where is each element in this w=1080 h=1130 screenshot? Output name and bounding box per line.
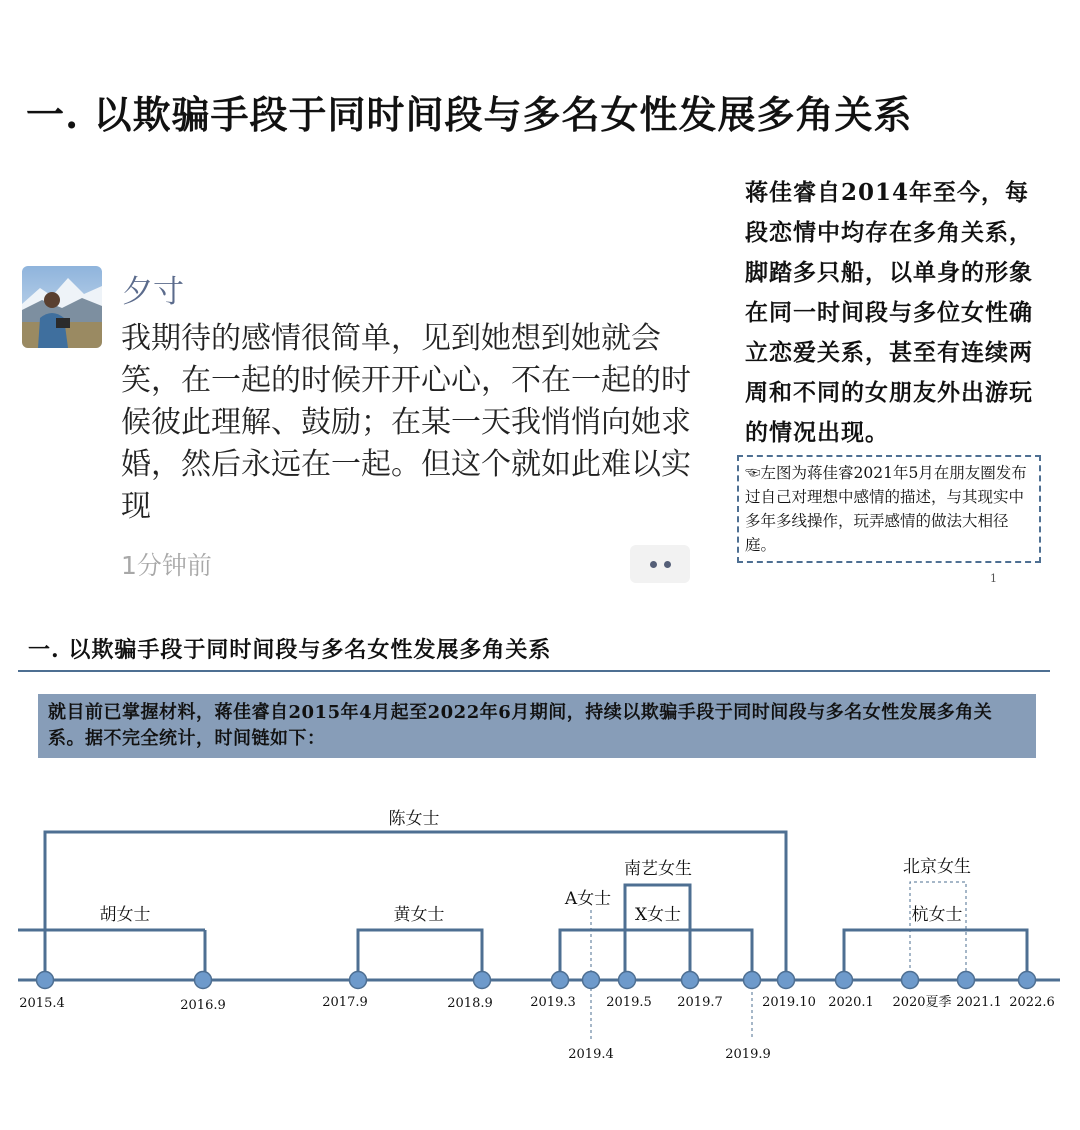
timeline-date-label: 2020夏季 (892, 995, 952, 1010)
timeline-node (37, 972, 54, 989)
page-number: 1 (990, 572, 997, 585)
timeline-node (350, 972, 367, 989)
timeline-date-label: 2015.4 (19, 996, 65, 1011)
timeline-date-label: 2019.5 (606, 995, 652, 1010)
label-huang: 黄女士 (393, 905, 445, 925)
timeline-node (552, 972, 569, 989)
timeline-node (744, 972, 761, 989)
timeline-node (902, 972, 919, 989)
timeline-date-label: 2019.3 (530, 995, 576, 1010)
timeline-date-label: 2020.1 (828, 995, 874, 1010)
dot-icon (650, 561, 657, 568)
timeline-node (778, 972, 795, 989)
moment-author-name[interactable]: 夕寸 (122, 274, 184, 310)
section-title: 一. 以欺骗手段于同时间段与多名女性发展多角关系 (28, 637, 552, 663)
moment-timestamp: 1分钟前 (121, 551, 212, 580)
bracket-huang (358, 930, 482, 980)
timeline-date-label: 2019.7 (677, 995, 723, 1010)
bracket-nanyi (625, 885, 690, 980)
timeline-node (619, 972, 636, 989)
timeline-date-label: 2022.6 (1009, 995, 1055, 1010)
label-nanyi: 南艺女生 (624, 859, 692, 879)
label-x: X女士 (634, 905, 682, 925)
page-title: 一. 以欺骗手段于同时间段与多名女性发展多角关系 (26, 92, 913, 137)
timeline-node (682, 972, 699, 989)
note-box: ☜左图为蒋佳睿2021年5月在朋友圈发布过自己对理想中感情的描述，与其现实中多年多线操作，玩弄感情的做法大相径庭。 (737, 455, 1041, 563)
timeline-node (583, 972, 600, 989)
timeline-date-label: 2017.9 (322, 995, 368, 1010)
label-a: A女士 (564, 889, 612, 909)
timeline-date-label: 2018.9 (447, 996, 493, 1011)
label-chen: 陈女士 (388, 809, 440, 829)
label-hang: 杭女士 (911, 905, 963, 925)
timeline-date-label: 2021.1 (956, 995, 1002, 1010)
more-dots-button[interactable] (630, 545, 690, 583)
bracket-hang (844, 930, 1027, 980)
intro-box: 就目前已掌握材料，蒋佳睿自2015年4月起至2022年6月期间，持续以欺骗手段于同时间段与多名女性发展多角关系。据不完全统计，时间链如下： (38, 694, 1036, 758)
timeline-node (195, 972, 212, 989)
timeline-node (474, 972, 491, 989)
timeline-date-label: 2019.4 (568, 1047, 614, 1062)
avatar[interactable] (22, 266, 102, 348)
summary-text: 蒋佳睿自2014年至今，每段恋情中均存在多角关系，脚踏多只船，以单身的形象在同一时间段与多位女性确立恋爱关系，甚至有连续两周和不同的女朋友外出游玩的情况出现。 (745, 179, 1033, 446)
label-hu: 胡女士 (99, 905, 151, 925)
timeline-date-label: 2016.9 (180, 998, 226, 1013)
timeline-node (836, 972, 853, 989)
dot-icon (664, 561, 671, 568)
section-divider (18, 670, 1050, 672)
timeline-node (1019, 972, 1036, 989)
avatar-photo-icon (22, 266, 102, 348)
timeline-node (958, 972, 975, 989)
timeline-date-label: 2019.10 (762, 995, 816, 1010)
timeline-date-label: 2019.9 (725, 1047, 771, 1062)
relationship-timeline (0, 790, 1080, 1080)
moment-text: 我期待的感情很简单，见到她想到她就会笑，在一起的时候开开心心，不在一起的时候彼此理解、鼓励；在某一天我悄悄向她求婚，然后永远在一起。但这个就如此难以实现 (121, 321, 691, 524)
label-beijing: 北京女生 (903, 857, 971, 877)
